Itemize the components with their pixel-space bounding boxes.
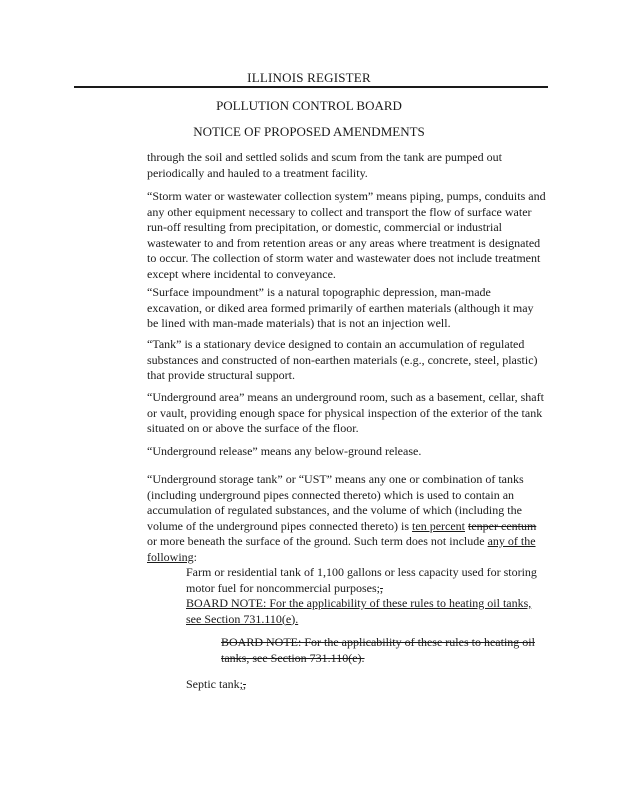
board-note-deleted-block xyxy=(221,635,548,666)
paragraph-underground-area-definition: “Underground area” means an underground room, such as a basement, cellar, shaft or vault, providing enough space for physical inspection of the exterior of the tank situated on or above the surface of the floor. xyxy=(147,390,544,435)
header-rule xyxy=(74,86,548,88)
paragraph-storm-water-definition: “Storm water or wastewater collection system” means piping, pumps, conduits and any other equipment necessary to collect and transport the flow of surface water run-off resulting from precipitation, or domestic, commercial or industrial wastewater to and from retention areas or any areas where treatment is designated to occur. The collection of storm water and wastewater does not include treatment except where incidental to conveyance. xyxy=(147,189,546,281)
deleted-text: , xyxy=(243,677,246,691)
ust-text-a: “Underground storage tank” or “UST” means any one or combination of tanks (including underground pipes connected thereto) which is used to contain an accumulation of regulated substances, and the volume of which (including the volume of the underground pipes connected thereto) is xyxy=(147,472,524,533)
register-title: ILLINOIS REGISTER xyxy=(247,70,371,85)
deleted-text: tenper centum xyxy=(468,518,537,533)
board-note-deleted: BOARD NOTE: For the applicability of these rules to heating oil tanks, see Section 731.110(e). xyxy=(221,635,535,665)
list-item-septic-tank: Septic tank;, xyxy=(186,677,246,691)
list-item-farm-tank: Farm or residential tank of 1,100 gallons or less capacity used for storing motor fuel for noncommercial purposes;, BOARD NOTE: For the applicability of these rules to heating oil tanks, see Section 731.110(e). xyxy=(186,565,537,626)
paragraph-ust-definition: “Underground storage tank” or “UST” means any one or combination of tanks (including underground pipes connected thereto) which is used to contain an accumulation of regulated substances, and the volume of which (including the volume of the underground pipes connected thereto) is ten percent tenper centum or more beneath the surface of the ground. Such term does not include any of the following: xyxy=(147,472,537,564)
board-note-inserted: BOARD NOTE: For the applicability of these rules to heating oil tanks, see Section 731.110(e). xyxy=(186,596,532,626)
inserted-text: ; xyxy=(239,677,243,691)
board-title: POLLUTION CONTROL BOARD xyxy=(216,98,402,113)
deleted-text: , xyxy=(379,580,383,595)
ust-text-b: or more beneath the surface of the ground. Such term does not include xyxy=(147,534,488,548)
inserted-text: ; xyxy=(376,580,380,595)
inserted-text: any of the following xyxy=(147,534,536,564)
paragraph-continuation: through the soil and settled solids and scum from the tank are pumped out periodically and hauled to a treatment facility. xyxy=(147,150,502,180)
inserted-text: ten percent xyxy=(412,518,466,533)
paragraph-underground-release-definition: “Underground release” means any below-ground release. xyxy=(147,444,422,458)
paragraph-tank-definition: “Tank” is a stationary device designed to contain an accumulation of regulated substances and constructed of non-earthen materials (e.g., concrete, steel, plastic) that provide structural support. xyxy=(147,337,538,382)
paragraph-surface-impoundment-definition: “Surface impoundment” is a natural topographic depression, man-made excavation, or diked area formed primarily of earthen materials (although it may be lined with man-made materials) that is not an injection well. xyxy=(147,285,534,330)
notice-title: NOTICE OF PROPOSED AMENDMENTS xyxy=(193,124,425,139)
